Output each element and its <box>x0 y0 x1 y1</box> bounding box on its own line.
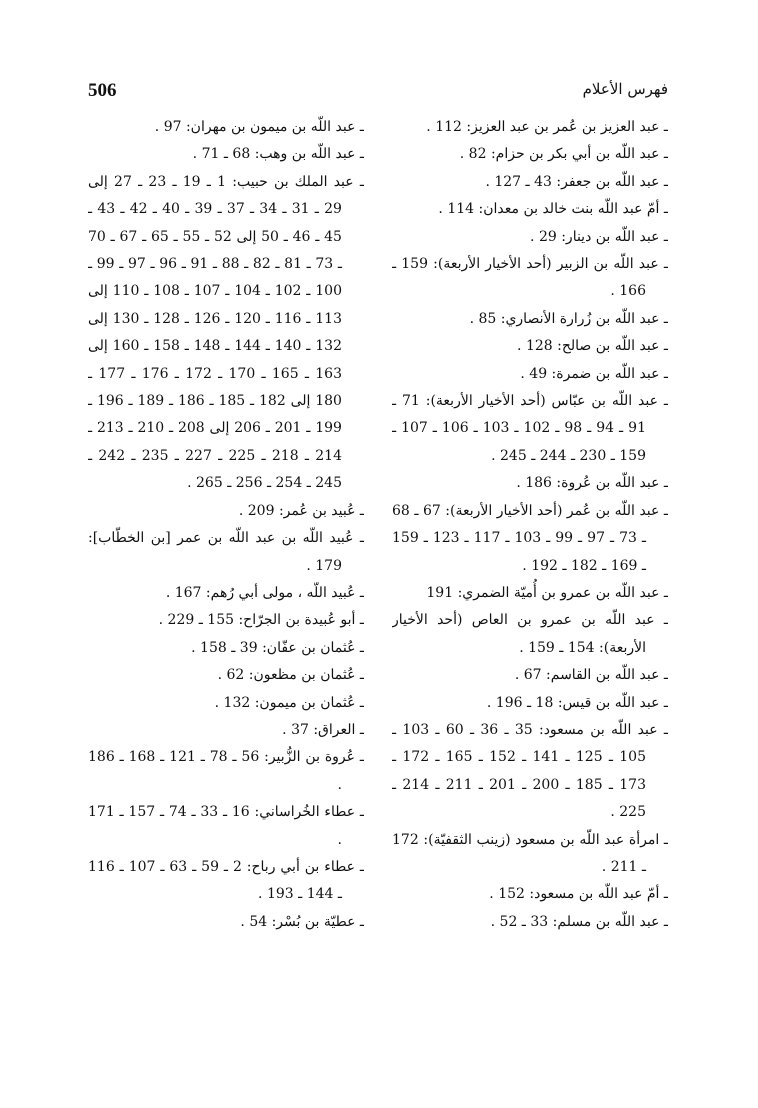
index-entry: ـ عطاء بن أبي رباح: 2 ـ 59 ـ 63 ـ 107 ـ 116 ـ 144 ـ 193 . <box>88 858 364 903</box>
index-entry: ـ عبد اللّه بن مسلم: 33 ـ 52 . <box>490 913 668 930</box>
index-entry: ـ عبد اللّه بن مسعود: 35 ـ 36 ـ 60 ـ 103 ـ 105 ـ 125 ـ 141 ـ 152 ـ 165 ـ 172 ـ 173 ـ 185 ـ 200 ـ 201 ـ 211 ـ 214 ـ 225 . <box>392 721 668 821</box>
index-entry: ـ عطيّة بن بُسْر: 54 . <box>240 913 364 930</box>
index-entry: ـ عُبيد بن عُمر: 209 . <box>238 502 364 519</box>
index-entry: ـ عُثمان بن عفّان: 39 ـ 158 . <box>191 639 364 656</box>
index-entry: ـ عُبيد اللّه بن عبد اللّه بن عمر [بن الخطّاب]: 179 . <box>88 530 364 574</box>
index-entry: ـ عبد اللّه بن ميمون بن مهران: 97 . <box>154 119 364 135</box>
index-columns <box>88 114 668 1018</box>
index-entry: ـ العراق: 37 . <box>282 721 364 738</box>
index-entry: ـ عبد اللّه بن عمرو بن العاص (أحد الأخيار الأربعة): 154 ـ 159 . <box>392 612 668 656</box>
index-entry: ـ عُثمان بن مظعون: 62 . <box>217 667 364 684</box>
index-entry: ـ عبد اللّه بن ضمرة: 49 . <box>520 365 668 382</box>
index-entry: ـ عبد اللّه بن عبّاس (أحد الأخيار الأربعة): 71 ـ 91 ـ 94 ـ 98 ـ 102 ـ 103 ـ 106 ـ 107 ـ 159 ـ 230 ـ 244 ـ 245 . <box>392 393 668 464</box>
index-entry: ـ عُبيد اللّه ، مولى أبي رُهم: 167 . <box>165 584 364 601</box>
index-entry: ـ عبد اللّه بن دينار: 29 . <box>530 228 668 245</box>
index-entry: ـ عبد اللّه بن زُرارة الأنصاري: 85 . <box>469 310 668 327</box>
index-entry: ـ عبد اللّه بن عمرو بن أُميّة الضمري: 191 <box>426 584 668 601</box>
index-entry: ـ أمّ عبد اللّه بن مسعود: 152 . <box>489 886 668 903</box>
index-entry: ـ عبد اللّه بن القاسم: 67 . <box>514 667 668 684</box>
index-entry: ـ عطاء الخُراساني: 16 ـ 33 ـ 74 ـ 157 ـ 171 . <box>88 804 364 848</box>
index-entry: ـ عبد الملك بن حبيب: 1 ـ 19 ـ 23 ـ 27 إلى 29 ـ 31 ـ 34 ـ 37 ـ 39 ـ 40 ـ 42 ـ 43 ـ 45 ـ 46 ـ 50 إلى 52 ـ 55 ـ 65 ـ 67 ـ 70 ـ 73 ـ 81 ـ 82 ـ 88 ـ 91 ـ 96 ـ 97 ـ 99 ـ 100 ـ 102 ـ 104 ـ 107 ـ 108 ـ 110 إلى 113 ـ 116 ـ 120 ـ 126 ـ 128 ـ 130 إلى 132 ـ 140 ـ 144 ـ 148 ـ 158 ـ 160 إلى 163 ـ 165 ـ 170 ـ 172 ـ 176 ـ 177 ـ 180 إلى 182 ـ 185 ـ 186 ـ 189 ـ 196 ـ 199 ـ 201 ـ 206 إلى 208 ـ 210 ـ 213 ـ 214 ـ 218 ـ 225 ـ 227 ـ 235 ـ 242 ـ 245 ـ 254 ـ 256 ـ 265 . <box>88 173 364 492</box>
index-entry: ـ عبد اللّه بن الزبير (أحد الأخيار الأربعة): 159 ـ 166 . <box>392 256 668 300</box>
index-entry: ـ عبد اللّه بن عُمر (أحد الأخيار الأربعة): 67 ـ 68 ـ 73 ـ 97 ـ 99 ـ 103 ـ 117 ـ 123 ـ 159 ـ 169 ـ 182 ـ 192 . <box>392 502 668 574</box>
index-entry: ـ امرأة عبد اللّه بن مسعود (زينب الثقفيّة): 172 ـ 211 . <box>392 831 668 875</box>
page-number: 506 <box>88 80 117 101</box>
running-title: فهرس الأعلام <box>582 80 668 98</box>
index-entry: ـ عبد اللّه بن جعفر: 43 ـ 127 . <box>485 173 668 190</box>
index-entry: ـ عبد اللّه بن صالح: 128 . <box>517 338 668 355</box>
index-column-right <box>392 114 668 1018</box>
index-entry: ـ عبد اللّه بن أبي بكر بن حزام: 82 . <box>459 146 668 163</box>
index-entry: ـ أمّ عبد اللّه بنت خالد بن معدان: 114 . <box>438 201 668 218</box>
index-column-left <box>88 114 364 1018</box>
index-entry: ـ عُثمان بن ميمون: 132 . <box>214 694 364 711</box>
index-entry: ـ عبد اللّه بن وهب: 68 ـ 71 . <box>192 146 364 163</box>
index-entry: ـ أبو عُبيدة بن الجرّاح: 155 ـ 229 . <box>158 612 364 629</box>
index-entry: ـ عبد اللّه بن عُروة: 186 . <box>516 475 668 492</box>
index-entry: ـ عبد اللّه بن قيس: 18 ـ 196 . <box>486 694 668 711</box>
index-entry: ـ عُروة بن الزُّبير: 56 ـ 78 ـ 121 ـ 168 ـ 186 . <box>88 749 364 793</box>
index-entry: ـ عبد العزيز بن عُمر بن عبد العزيز: 112 . <box>426 119 668 135</box>
